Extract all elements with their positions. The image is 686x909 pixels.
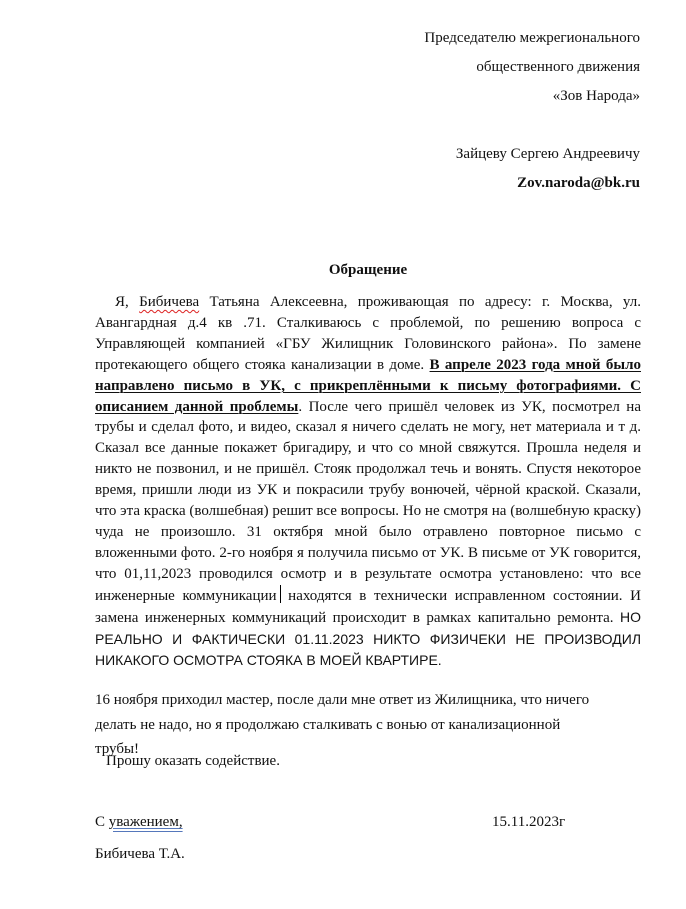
- addressee-line-3: «Зов Народа»: [552, 88, 640, 104]
- closing: [95, 814, 193, 831]
- capitals-statement: НО РЕАЛЬНО И ФАКТИЧЕСКИ 01.11.2023 НИКТО ФИЗИЧЕКИ НЕ ПРОИЗВОДИЛ НИКАКОГО ОСМОТРА СТОЯКА В МОЕЙ КВАРТИРЕ.: [95, 608, 641, 669]
- addressee-name: Зайцеву Сергею Андреевичу: [455, 146, 640, 162]
- second-paragraph-line-3: трубы!: [95, 741, 140, 757]
- closing-prefix: С: [95, 814, 109, 830]
- appeal-paragraph: [95, 292, 641, 672]
- underlined-text: В апреле 2023 года мной было направлено письмо в УК, с прикреплёнными к письму фотографиями. С описанием данной проблемы: [95, 356, 641, 415]
- document-date: 15.11.2023г: [492, 814, 566, 830]
- body-text-2: Татьяна Алексеевна, проживающая по адресу: г. Москва, ул. Авангардная д.4 кв .71. Сталкиваюсь с проблемой, по решению вопроса с Управляющей компанией «ГБУ Жилищник Головинского района». По замене протекающего общего стояка канализации в доме.: [95, 294, 641, 373]
- addressee-line-2: общественного движения: [476, 59, 640, 75]
- second-paragraph-line-2: делать не надо, но я продолжаю сталкивать с вонью от канализационной: [95, 716, 561, 733]
- addressee-email: Zov.naroda@bk.ru: [517, 175, 640, 191]
- appeal-body: [95, 292, 641, 672]
- addressee-block: [424, 24, 640, 198]
- signature: Бибичева Т.А.: [95, 846, 185, 862]
- spacer: [424, 111, 640, 140]
- body-text-4: находятся в технически исправленном состоянии. И замена инженерных коммуникаций происходит в рамках капитально ремонта.: [95, 587, 642, 626]
- addressee-line-1: Председателю межрегионального: [424, 30, 640, 46]
- second-paragraph-line-1: 16 ноября приходил мастер, после дали мне ответ из Жилищника, что ничего: [95, 692, 590, 708]
- document-title: Обращение: [328, 262, 408, 278]
- misspelled-name: Бибичева: [139, 294, 200, 310]
- body-text-3: . После чего пришёл человек из УК, посмотрел на трубы и сделал фото, и видео, сказал я ничего сделать не могу, нет материала и т д. Сказал все данные покажет бригадиру, и что со мной свяжутся. Прошла неделя и никто не позвонил, и не пришёл. Стояк продолжал течь и вонять. Спустя некоторое время, пришли люди из УК и покрасили трубу вонючей, чёрной краской. Сказали, что эта краска (волшебная) решит все вопросы. Но не смотря на (волшебную краску) чуда не произошло. 31 октября мной было отравлено повторное письмо с вложенными фото. 2-го ноября я получила письмо от УК. В письме от УК говорится, что 01,11,2023 проводился осмотр и в результате осмотра установлено: что все инженерные коммуникации: [95, 398, 641, 604]
- closing-word: уважением,: [108, 814, 183, 830]
- request-line: Прошу оказать содействие.: [106, 753, 280, 769]
- second-paragraph: [95, 688, 655, 762]
- body-text-1: Я,: [115, 294, 140, 310]
